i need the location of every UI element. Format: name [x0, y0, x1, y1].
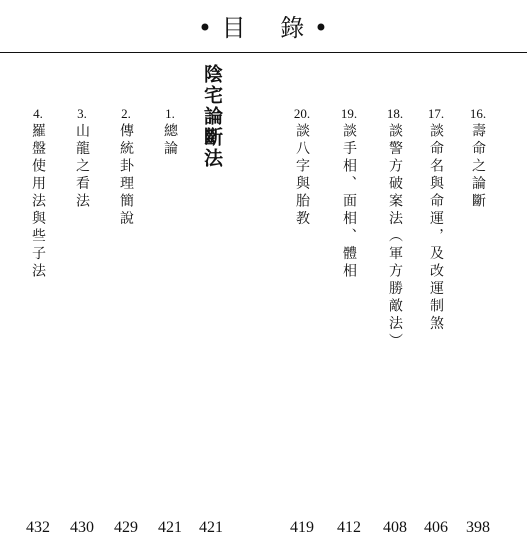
- toc-header-title: • 目 錄 •: [197, 14, 330, 42]
- page-number: 412: [337, 519, 361, 536]
- page-number: 408: [383, 519, 407, 536]
- entry-title: 總論: [162, 123, 178, 158]
- entry-number: 3.: [77, 106, 87, 121]
- entry-number: 19.: [340, 106, 358, 121]
- entry-title: 談八字與胎教: [294, 123, 310, 228]
- page-number: 421: [199, 519, 223, 536]
- entry-number: 1.: [165, 106, 175, 121]
- page-number: 398: [466, 519, 490, 536]
- toc-entry-19: [337, 106, 361, 281]
- page-number: 421: [158, 519, 182, 536]
- entry-number: 17.: [427, 106, 445, 121]
- page-number: 430: [70, 519, 94, 536]
- entry-number: 16.: [469, 106, 487, 121]
- section-heading: 陰宅論斷法: [201, 64, 223, 169]
- toc-entry-18: [383, 106, 407, 351]
- entry-number: 18.: [386, 106, 404, 121]
- toc-entry-16: [466, 106, 490, 211]
- page-number: 419: [290, 519, 314, 536]
- toc-entry-3: [70, 106, 94, 211]
- entry-title: 談警方破案法（軍方勝敵法）: [387, 123, 403, 351]
- page-number: 406: [424, 519, 448, 536]
- header-divider: [0, 52, 527, 53]
- toc-entry-17: [424, 106, 448, 333]
- entry-title: 傳統卦理簡說: [118, 123, 134, 228]
- toc-entry-2: [114, 106, 138, 228]
- entry-number: 20.: [293, 106, 311, 121]
- entry-title: 壽命之論斷: [470, 123, 486, 211]
- toc-entry-20: [290, 106, 314, 228]
- entry-title: 談手相、面相、體相: [341, 123, 357, 281]
- entry-number: 2.: [121, 106, 131, 121]
- entry-title: 山龍之看法: [74, 123, 90, 211]
- page-number: 432: [26, 519, 50, 536]
- entry-title: 談命名與命運，及改運制煞: [428, 123, 444, 333]
- toc-entry-1: [158, 106, 182, 158]
- entry-title: 羅盤使用法與些子法: [30, 123, 46, 281]
- entry-number: 4.: [33, 106, 43, 121]
- toc-entry-4: [26, 106, 50, 281]
- page-number: 429: [114, 519, 138, 536]
